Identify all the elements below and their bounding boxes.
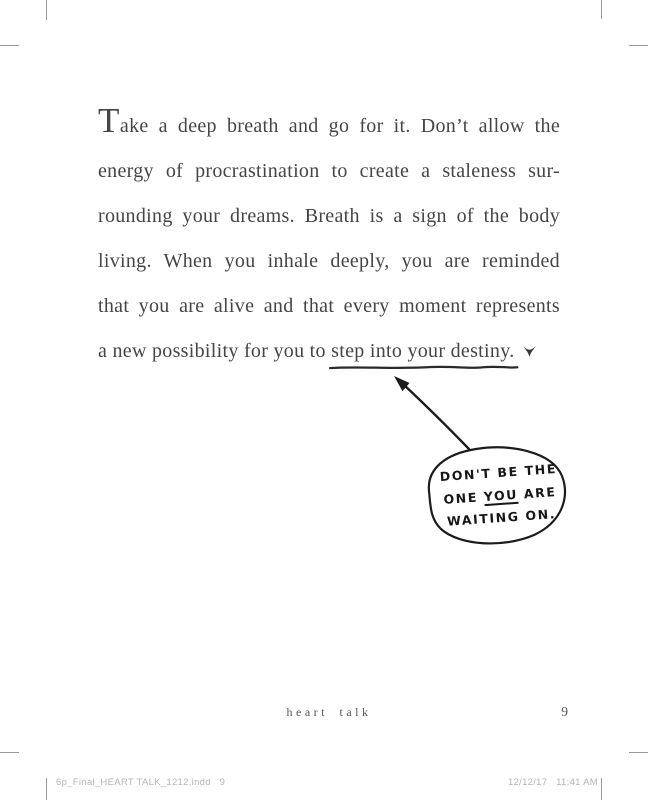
paragraph-line-text: a new possibility for you to (98, 340, 332, 362)
note-line-3: WAITING ON. (446, 506, 557, 529)
drop-cap: T (98, 101, 120, 140)
paragraph-line: living. When you inhale deeply, you are reminded (98, 250, 560, 272)
note-line-2: ONE YOU ARE (442, 483, 557, 507)
crop-mark-bottom-left-vertical (46, 778, 47, 800)
paragraph-line: energy of procrastination to create a staleness sur- (98, 160, 560, 182)
page-number: 9 (561, 704, 568, 719)
running-title: heart talk (286, 705, 372, 719)
crop-mark-top-right-horizontal (629, 45, 648, 46)
body-paragraph (98, 101, 560, 374)
paragraph-line (98, 101, 560, 149)
paragraph-line: rounding your dreams. Breath is a sign of the body (98, 205, 560, 227)
handwritten-note (431, 457, 569, 534)
paragraph-line-text: ake a deep breath and go for it. Don’t allow the (119, 115, 560, 137)
crop-mark-bottom-right-vertical (601, 778, 602, 800)
crop-mark-top-right-vertical (601, 0, 602, 19)
hand-drawn-arrow-line (403, 384, 469, 449)
slug-timestamp: 12/12/17 11:41 AM (507, 777, 598, 788)
slug-file-label: 6p_Final_HEART TALK_1212.indd 9 (56, 777, 226, 788)
note-line-1: DON'T BE THE (439, 460, 558, 485)
note-emphasis-you: YOU (483, 486, 519, 504)
crop-mark-bottom-right-horizontal (629, 752, 648, 753)
crop-mark-top-left-horizontal (0, 45, 19, 46)
crop-mark-bottom-left-horizontal (0, 752, 19, 753)
underlined-phrase: step into your destiny. (331, 340, 514, 362)
crop-mark-top-left-vertical (46, 0, 47, 20)
paragraph-line: that you are alive and that every moment represents (98, 295, 560, 317)
